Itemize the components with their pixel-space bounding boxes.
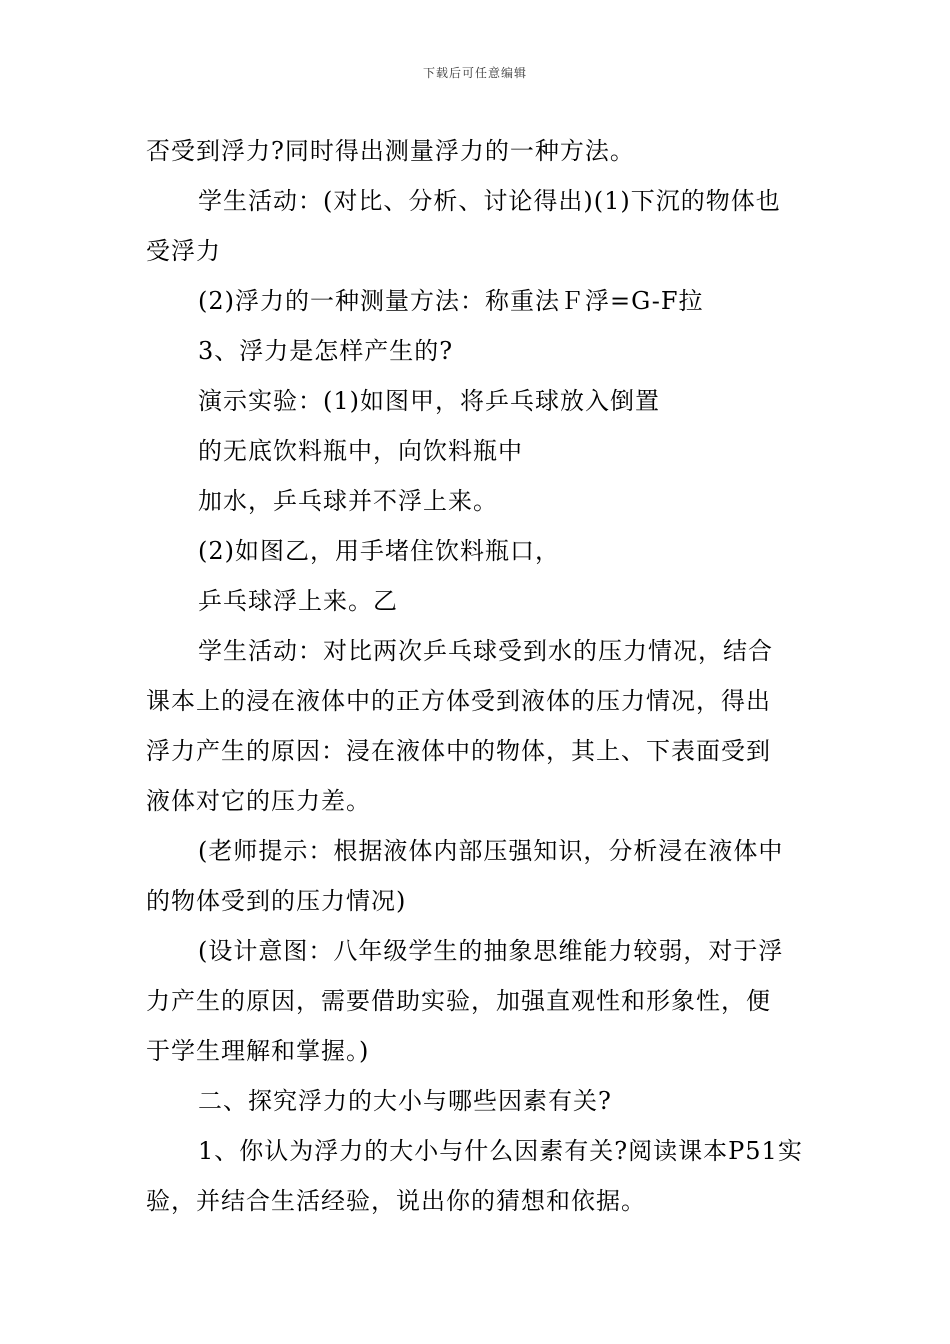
text-line: 力产生的原因，需要借助实验，加强直观性和形象性，便	[146, 987, 771, 1015]
text-line: 验，并结合生活经验，说出你的猜想和依据。	[146, 1187, 646, 1215]
text-line: 液体对它的压力差。	[146, 787, 371, 815]
text-line: 3、浮力是怎样产生的?	[198, 337, 454, 365]
page-header: 下载后可任意编辑	[422, 66, 527, 80]
text-line: 二、探究浮力的大小与哪些因素有关?	[198, 1087, 612, 1115]
text-line: 学生活动：(对比、分析、讨论得出)(1)下沉的物体也	[198, 187, 781, 215]
text-line: 于学生理解和掌握。)	[146, 1037, 370, 1065]
text-line: 加水，乒乓球并不浮上来。	[198, 487, 498, 515]
text-line: (设计意图：八年级学生的抽象思维能力较弱，对于浮	[198, 937, 784, 965]
document-body	[146, 126, 810, 1226]
text-line: 学生活动：对比两次乒乓球受到水的压力情况，结合	[198, 637, 773, 665]
text-line: (2)如图乙，用手堵住饮料瓶口，	[198, 537, 560, 565]
text-line: 的物体受到的压力情况)	[146, 887, 407, 915]
text-line: 课本上的浸在液体中的正方体受到液体的压力情况，得出	[146, 687, 771, 715]
text-line: 否受到浮力?同时得出测量浮力的一种方法。	[146, 137, 635, 165]
text-line: 乒乓球浮上来。乙	[198, 587, 398, 615]
text-line: 演示实验：(1)如图甲，将乒乓球放入倒置	[198, 387, 660, 415]
text-line: (2)浮力的一种测量方法：称重法Ｆ浮=G-F拉	[198, 287, 704, 315]
text-line: 1、你认为浮力的大小与什么因素有关?阅读课本P51实	[198, 1137, 803, 1165]
text-line: 受浮力	[146, 237, 221, 265]
text-line: 浮力产生的原因：浸在液体中的物体，其上、下表面受到	[146, 737, 771, 765]
text-line: 的无底饮料瓶中，向饮料瓶中	[198, 437, 523, 465]
text-line: (老师提示：根据液体内部压强知识，分析浸在液体中	[198, 837, 784, 865]
